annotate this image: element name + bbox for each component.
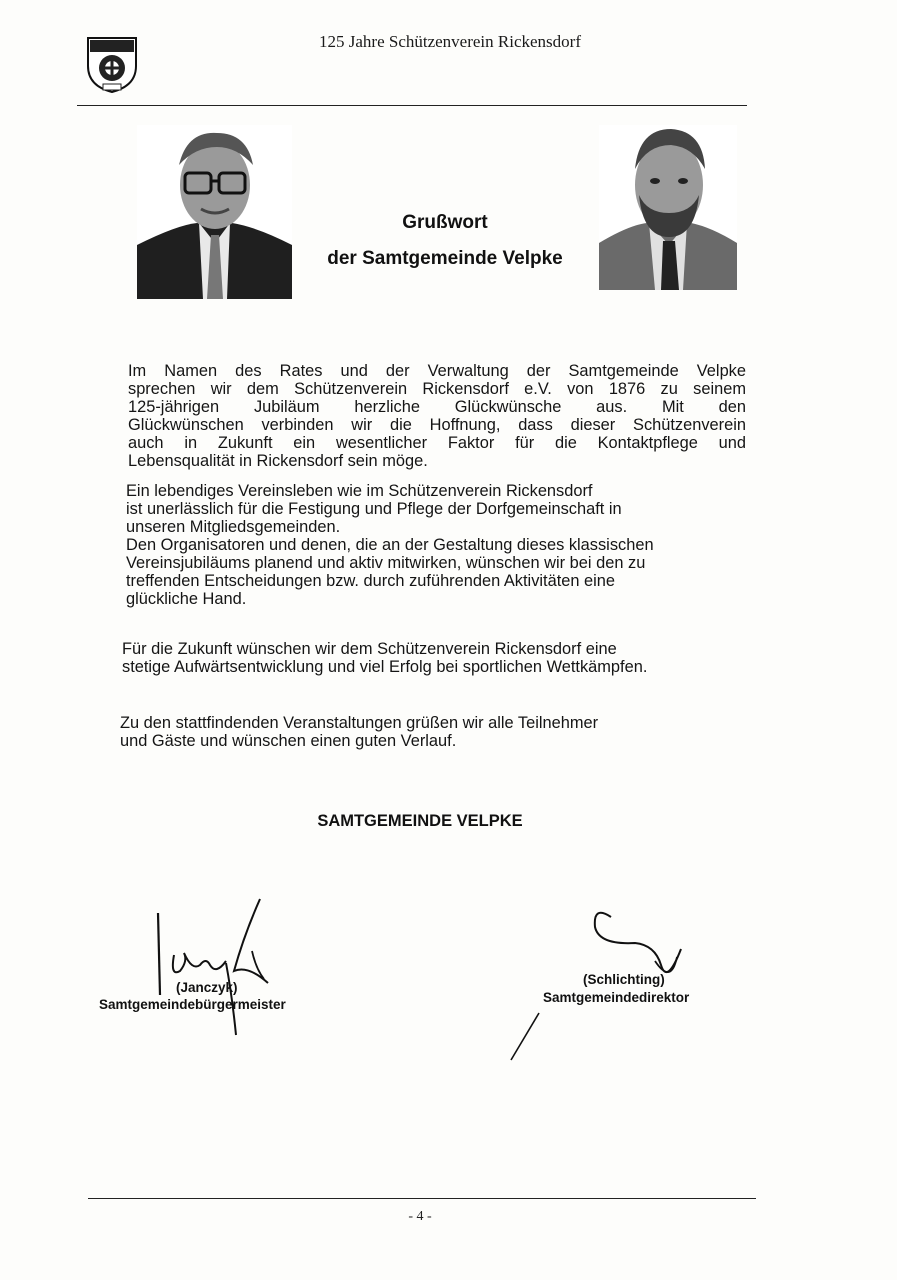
text-line: ist unerlässlich für die Festigung und Pflege der Dorfgemeinschaft in <box>126 500 622 518</box>
portrait-left <box>137 125 292 299</box>
text-line: Zu den stattfindenden Veranstaltungen grüßen wir alle Teilnehmer <box>120 714 599 732</box>
signer-left-name: (Janczyk) <box>176 980 238 995</box>
footer-rule <box>88 1198 756 1199</box>
signer-right-name: (Schlichting) <box>583 972 665 987</box>
text-line: stetige Aufwärtsentwicklung und viel Erfolg bei sportlichen Wettkämpfen. <box>122 658 648 676</box>
organization-name: SAMTGEMEINDE VELPKE <box>317 812 523 830</box>
text-line: Für die Zukunft wünschen wir dem Schützenverein Rickensdorf eine <box>122 640 617 658</box>
text-line: Vereinsjubiläums planend und aktiv mitwirken, wünschen wir bei den zu <box>126 554 646 572</box>
text-line: 125-jährigen Jubiläum herzliche Glückwünsche aus. Mit den <box>128 398 746 416</box>
handwritten-signature-left <box>140 895 290 1040</box>
paragraph-2 <box>126 482 746 608</box>
header-title: 125 Jahre Schützenverein Rickensdorf <box>319 32 581 51</box>
signer-left-title: Samtgemeindebürgermeister <box>99 997 286 1012</box>
text-line: Lebensqualität in Rickensdorf sein möge. <box>128 452 428 470</box>
text-line: treffenden Entscheidungen bzw. durch zuführenden Aktivitäten eine <box>126 572 616 590</box>
text-line: auch in Zukunft ein wesentlicher Faktor für die Kontaktpflege und <box>128 434 746 452</box>
header-rule <box>77 105 747 106</box>
page-number: - 4 - <box>408 1209 432 1224</box>
text-line: Den Organisatoren und denen, die an der Gestaltung dieses klassischen <box>126 536 654 554</box>
text-line: Im Namen des Rates und der Verwaltung der Samtgemeinde Velpke <box>128 362 746 380</box>
text-line: Glückwünschen verbinden wir die Hoffnung, dass dieser Schützenverein <box>128 416 746 434</box>
paragraph-1 <box>128 362 746 470</box>
text-line: und Gäste und wünschen einen guten Verlauf. <box>120 732 457 750</box>
signer-right-title: Samtgemeindedirektor <box>543 990 690 1005</box>
text-line: glückliche Hand. <box>126 590 247 608</box>
heading-line2: der Samtgemeinde Velpke <box>327 248 563 269</box>
paragraph-4 <box>120 714 744 750</box>
text-line: unseren Mitgliedsgemeinden. <box>126 518 341 536</box>
portrait-right <box>599 125 737 290</box>
text-line: sprechen wir dem Schützenverein Rickensdorf e.V. von 1876 zu seinem <box>128 380 746 398</box>
heading-line1: Grußwort <box>402 212 488 233</box>
paragraph-3 <box>122 640 746 676</box>
club-logo-icon <box>84 32 140 94</box>
text-line: Ein lebendiges Vereinsleben wie im Schützenverein Rickensdorf <box>126 482 593 500</box>
